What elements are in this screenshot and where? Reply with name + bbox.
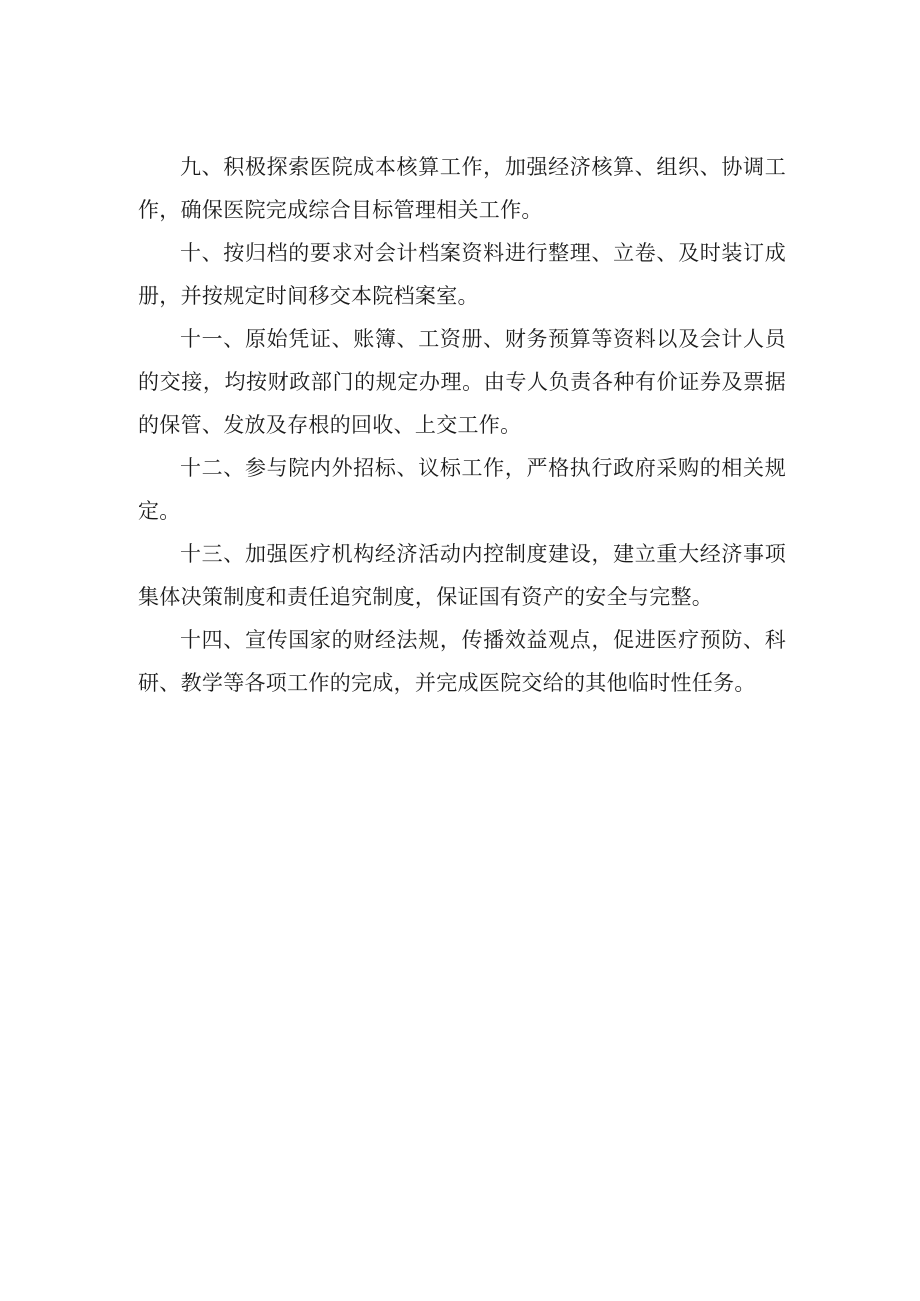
document-body: [138, 146, 786, 705]
paragraph-item-13: 十三、加强医疗机构经济活动内控制度建设，建立重大经济事项集体决策制度和责任追究制度，保证国有资产的安全与完整。: [138, 542, 786, 609]
paragraph-item-9: 九、积极探索医院成本核算工作，加强经济核算、组织、协调工作，确保医院完成综合目标管理相关工作。: [138, 155, 786, 222]
paragraph-item-11: 十一、原始凭证、账簿、工资册、财务预算等资料以及会计人员的交接，均按财政部门的规定办理。由专人负责各种有价证券及票据的保管、发放及存根的回收、上交工作。: [138, 327, 786, 437]
paragraph-item-14: 十四、宣传国家的财经法规，传播效益观点，促进医疗预防、科研、教学等各项工作的完成，并完成医院交给的其他临时性任务。: [138, 628, 786, 695]
paragraph-item-12: 十二、参与院内外招标、议标工作，严格执行政府采购的相关规定。: [138, 456, 786, 523]
paragraph-item-10: 十、按归档的要求对会计档案资料进行整理、立卷、及时装订成册，并按规定时间移交本院档案室。: [138, 241, 786, 308]
